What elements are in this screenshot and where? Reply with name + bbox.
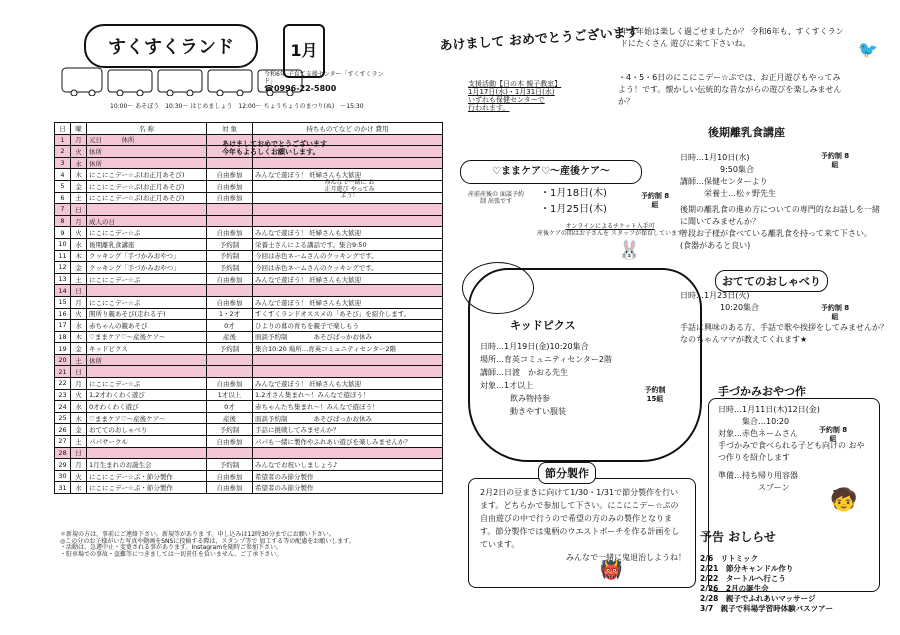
finger-food-line: 集合…10:20 xyxy=(742,417,790,426)
finger-food-details xyxy=(718,404,870,494)
weekday-cell: 木 xyxy=(71,250,87,262)
kidpix-line: 飲み物持参 xyxy=(510,394,550,403)
kidpix-line: 動きやすい服装 xyxy=(510,407,566,416)
weaning-line: 日時…1月10日(水) xyxy=(680,153,750,162)
child-icon: 🧒 xyxy=(830,488,858,513)
setsubun-closing: みんなで一緒に鬼退治しようね！ xyxy=(566,553,686,562)
sign-badge: 予約制 8組 xyxy=(820,304,850,321)
calendar-row xyxy=(55,401,443,413)
weekday-cell: 月 xyxy=(71,378,87,390)
day-cell: 31 xyxy=(55,482,71,494)
col-header-day: 日 xyxy=(55,123,71,135)
col-header-notes: 持ちものてなど のかけ 費用 xyxy=(253,123,443,135)
event-name-cell: 赤ちゃんの親あそび xyxy=(87,320,207,332)
note-cell: 手話に挑戦してみませんか？ xyxy=(253,424,443,436)
sign-language-details xyxy=(680,290,890,346)
weekday-cell: 月 xyxy=(71,134,87,146)
event-name-cell xyxy=(87,366,207,378)
note-cell xyxy=(253,447,443,459)
target-cell: 1・2才 xyxy=(207,308,253,320)
kidpix-line: 対象…1才以上 xyxy=(480,381,534,390)
target-cell xyxy=(207,215,253,227)
calendar-row xyxy=(55,285,443,297)
event-name-cell: ♡ままケア♡～産後ケア～ xyxy=(87,331,207,343)
calendar-row xyxy=(55,320,443,332)
calendar-row xyxy=(55,389,443,401)
day-cell: 18 xyxy=(55,331,71,343)
kidpix-line: 場所…育英コミュニティセンター2階 xyxy=(480,355,612,364)
calendar-row xyxy=(55,273,443,285)
weekday-cell: 木 xyxy=(71,331,87,343)
day-cell: 7 xyxy=(55,204,71,216)
day-cell: 28 xyxy=(55,447,71,459)
mama-date-1: ・1月18日(木) xyxy=(540,188,607,199)
sign-line: 日時…1月23日(火) xyxy=(680,291,750,300)
note-cell: 栄養士さんによる講話です。集合9:50 xyxy=(253,238,443,250)
weekday-cell: 水 xyxy=(71,157,87,169)
new-year-banner: あけまして おめでとうございます xyxy=(439,25,640,54)
event-name-cell: クッキング「手づかみおやつ」 xyxy=(87,250,207,262)
note-cell: みんなで遊ぼう！ 妊婦さんも大歓迎 xyxy=(253,227,443,239)
target-cell: 予約制 xyxy=(207,343,253,355)
weaning-line: 講師…保健センターより xyxy=(680,177,768,186)
weekday-cell: 日 xyxy=(71,204,87,216)
event-name-cell: 後期離乳食講座 xyxy=(87,238,207,250)
day-cell: 19 xyxy=(55,343,71,355)
target-cell: 自由参加 xyxy=(207,296,253,308)
weekday-cell: 水 xyxy=(71,238,87,250)
event-name-cell: 休所 xyxy=(87,354,207,366)
event-name-cell: おててのおしゃべり xyxy=(87,424,207,436)
calendar-row xyxy=(55,447,443,459)
event-name-cell: 休所 xyxy=(87,146,207,158)
day-cell: 30 xyxy=(55,470,71,482)
day-cell: 1 xyxy=(55,134,71,146)
calendar-row xyxy=(55,482,443,494)
col-header-weekday: 曜 xyxy=(71,123,87,135)
day-cell: 9 xyxy=(55,227,71,239)
finger-food-title: 手づかみおやつ作 xyxy=(718,385,806,398)
note-cell xyxy=(253,354,443,366)
note-line: ＊新規の方は、事前にご連絡下さい。新規等がありま す。申し込みは12時30分までにお願い下さい。 xyxy=(60,531,335,538)
weaning-food-details xyxy=(680,152,880,252)
note-cell: みんなで遊ぼう！ 妊婦さんも大歓迎 xyxy=(253,169,443,181)
day-cell: 11 xyxy=(55,250,71,262)
weekday-cell: 水 xyxy=(71,320,87,332)
note-cell: みんなで遊ぼう！ 妊婦さんも大歓迎 xyxy=(253,273,443,285)
note-cell: ひよりの暮の育ちを親子で楽しもう xyxy=(253,320,443,332)
event-name-cell: 開所り親あそび(走れる子) xyxy=(87,308,207,320)
day-cell: 24 xyxy=(55,401,71,413)
event-name-cell: 0才わくわく遊び xyxy=(87,401,207,413)
day-cell: 14 xyxy=(55,285,71,297)
sign-line: なのちゃんママが教えてくれます★ xyxy=(680,335,808,344)
calendar-row xyxy=(55,470,443,482)
finger-food-line: 準備…持ち帰り用容器 xyxy=(718,471,798,480)
note-cell xyxy=(253,157,443,169)
announcement-item: 2/21 節分キャンドル作り xyxy=(700,564,794,573)
mama-care-title: ♡ままケア♡～産後ケア～ xyxy=(460,160,642,184)
target-cell: 1才以上 xyxy=(207,389,253,401)
finger-food-line: 手づかみで食べられる子ども向けの おやつ作りを紹介します xyxy=(718,441,865,462)
note-cell: みんなでお祝いしましょう♪ xyxy=(253,459,443,471)
kidpix-badge: 予約制 15組 xyxy=(644,386,666,403)
announcement-item: 3/7 親子で科場学習時体験バスツアー xyxy=(700,604,833,613)
announcement-item: 2/28 親子でふれあいマッサージ xyxy=(700,594,816,603)
note-cell: 面談予約制 あそびぱっかお休み xyxy=(253,412,443,424)
weekday-cell: 月 xyxy=(71,296,87,308)
weekday-cell: 水 xyxy=(71,401,87,413)
weekday-cell: 木 xyxy=(71,169,87,181)
calendar-row xyxy=(55,308,443,320)
weekday-cell: 火 xyxy=(71,146,87,158)
weekday-cell: 金 xyxy=(71,262,87,274)
event-name-cell: 1,2才わくわく遊び xyxy=(87,389,207,401)
note-cell: 今回は赤色ネームさんのクッキングです。 xyxy=(253,262,443,274)
mama-online xyxy=(535,224,685,237)
event-name-cell: キッドピクス xyxy=(87,343,207,355)
weaning-line: 9:50集合 xyxy=(720,165,754,174)
kidpix-line: 日時…1月19日(金)10:20集合 xyxy=(480,342,589,351)
weaning-badge: 予約制 8組 xyxy=(820,152,850,169)
weekday-cell: 火 xyxy=(71,308,87,320)
target-cell xyxy=(207,157,253,169)
mama-online-line-2: 産後ケアの間はお子さんを スタッフが保育しています xyxy=(537,229,683,237)
calendar-table xyxy=(54,122,443,494)
weekday-cell: 金 xyxy=(71,424,87,436)
finger-food-line: スプーン xyxy=(758,483,790,492)
calendar-row xyxy=(55,204,443,216)
weekday-cell: 火 xyxy=(71,227,87,239)
event-name-cell: にこにこデー☆ぷ(お正月あそび) xyxy=(87,192,207,204)
day-cell: 3 xyxy=(55,157,71,169)
calendar-row xyxy=(55,250,443,262)
day-cell: 10 xyxy=(55,238,71,250)
target-cell xyxy=(207,354,253,366)
support-notice xyxy=(468,80,588,112)
day-cell: 29 xyxy=(55,459,71,471)
day-cell: 17 xyxy=(55,320,71,332)
finger-food-line: 日時…1月11日(木)12日(金) xyxy=(718,405,820,414)
target-cell xyxy=(207,366,253,378)
weekday-cell: 月 xyxy=(71,459,87,471)
note-cell: すくすくランドオススメの「あそび」を紹介します。 xyxy=(253,308,443,320)
target-cell: 予約制 xyxy=(207,262,253,274)
event-name-cell: にこにこデー☆ぷ xyxy=(87,273,207,285)
note-line: ◎この分のお子様がいた写真や動画をSNSに投稿する際は、スタンプ等で 加工する等の配慮をお願いします。 xyxy=(60,537,355,545)
sign-language-title: おててのおしゃべり xyxy=(715,270,828,292)
weekday-cell: 日 xyxy=(71,447,87,459)
target-cell: 産後 xyxy=(207,331,253,343)
event-name-cell: ♡ままケア♡～産後ケア～ xyxy=(87,412,207,424)
day-cell: 8 xyxy=(55,215,71,227)
calendar-row xyxy=(55,180,443,192)
target-cell: 予約制 xyxy=(207,250,253,262)
notice-line-4: 行われます。 xyxy=(468,104,510,113)
note-line: ・駐車場での事故・盗難等につきましては一切責任を負いません。ご了承下さい。 xyxy=(60,550,283,558)
calendar-row xyxy=(55,436,443,448)
calendar-row xyxy=(55,459,443,471)
weaning-food-title: 後期離乳食講座 xyxy=(708,126,785,139)
calendar-header-row xyxy=(55,123,443,135)
target-cell: 自由参加 xyxy=(207,378,253,390)
target-cell: 自由参加 xyxy=(207,180,253,192)
center-name-text: 令和6年 子育て支援センター「すくすくランド」 xyxy=(264,71,384,85)
note-cell xyxy=(253,366,443,378)
calendar-row xyxy=(55,354,443,366)
table-greeting xyxy=(222,140,392,156)
note-cell: 希望者のみ節分製作 xyxy=(253,482,443,494)
weekday-cell: 金 xyxy=(71,343,87,355)
weekday-cell: 土 xyxy=(71,273,87,285)
day-cell: 25 xyxy=(55,412,71,424)
weaning-line: 後期の離乳食の進め方についての専門的なお話しを一緒に聞いてみませんか？ xyxy=(680,205,880,226)
notice-line-2: 1月17日(水)・1月31日(水) xyxy=(468,88,555,97)
event-name-cell: 休所 xyxy=(87,157,207,169)
sign-line: 手話に興味のある方、手話で歌や挨拶をしてみませんか？ xyxy=(680,323,888,332)
day-cell: 12 xyxy=(55,262,71,274)
weekday-cell: 月 xyxy=(71,215,87,227)
target-cell: 産後 xyxy=(207,412,253,424)
note-cell xyxy=(253,204,443,216)
greeting-line-1: あけましておめでとうございます xyxy=(222,140,327,148)
target-cell: 予約制 xyxy=(207,459,253,471)
event-name-cell xyxy=(87,204,207,216)
logo-text: すくすくランド xyxy=(108,37,234,58)
target-cell: 自由参加 xyxy=(207,192,253,204)
month-badge: 1月 xyxy=(283,24,325,78)
event-name-cell: パパサークル xyxy=(87,436,207,448)
note-cell: みんなで遊ぼう！ 妊婦さんも大歓迎 xyxy=(253,296,443,308)
calendar-row xyxy=(55,343,443,355)
weaning-line: 栄養士…松ヶ野先生 xyxy=(704,189,776,198)
weekday-cell: 土 xyxy=(71,354,87,366)
weekday-cell: 土 xyxy=(71,192,87,204)
sign-line: 10:20集合 xyxy=(720,303,760,312)
calendar-row xyxy=(55,238,443,250)
calendar-row xyxy=(55,169,443,181)
weekday-cell: 土 xyxy=(71,436,87,448)
col-header-target: 対 象 xyxy=(207,123,253,135)
calendar-row xyxy=(55,296,443,308)
target-cell: 予約制 xyxy=(207,424,253,436)
kidpix-title: キッドピクス xyxy=(510,319,576,332)
target-cell: 自由参加 xyxy=(207,227,253,239)
calendar-row xyxy=(55,192,443,204)
day-cell: 16 xyxy=(55,308,71,320)
weekday-cell: 日 xyxy=(71,366,87,378)
target-cell: 自由参加 xyxy=(207,169,253,181)
announcement-list xyxy=(700,554,880,614)
event-name-cell: 元日 休所 xyxy=(87,134,207,146)
target-cell: 予約制 xyxy=(207,238,253,250)
setsubun-text: 2月2日の豆まきに向けて1/30・1/31で節分製作を行います。どちらかで参加して下さい。にこにこデー☆ぷの自由遊びの中で行うので希望の方のみの製作となります。節分製作では鬼柄のウエストポーチを作る計画をしています。 xyxy=(480,488,680,549)
calendar-row xyxy=(55,366,443,378)
note-cell: 希望者のみ節分製作 xyxy=(253,470,443,482)
yarn-ball-icon xyxy=(462,262,534,314)
event-name-cell: にこにこデー☆ぷ(お正月あそび) xyxy=(87,169,207,181)
announcement-item: 2/22 タートルへ行こう xyxy=(700,574,786,583)
calendar-row xyxy=(55,412,443,424)
oni-icon: 👹 xyxy=(600,560,623,581)
announcement-title: 予告 おしらせ xyxy=(700,530,776,544)
time-bar: 10:00～ あそぼう 10:30～ はじめましょう 12:00～ ちょうちょうのまつり(ぬ) ～15:30 xyxy=(110,103,364,110)
note-cell: パパも一緒に製作やふれあい遊びを楽しみませんか？ xyxy=(253,436,443,448)
weekday-cell: 木 xyxy=(71,412,87,424)
note-cell: 1,2才さん集まれ～！みんなで遊ぼう！ xyxy=(253,389,443,401)
day-cell: 5 xyxy=(55,180,71,192)
greeting-line-2: 今年もよろしくお願いします。 xyxy=(222,148,320,157)
event-name-cell: にこにこデー☆ぷ xyxy=(87,296,207,308)
note-cell: 赤ちゃんたち集まれ～！みんなで遊ぼう！ xyxy=(253,401,443,413)
mama-care-side-note: 産前産後の 面談予約制 出張です xyxy=(468,191,524,205)
target-cell xyxy=(207,447,253,459)
weekday-cell: 金 xyxy=(71,180,87,192)
event-name-cell: にこにこデー☆ぷ・節分製作 xyxy=(87,482,207,494)
notice-line-1: 支援活動【日の木 親子教室】 xyxy=(468,80,562,88)
event-name-cell: 成人の日 xyxy=(87,215,207,227)
table-notes xyxy=(60,532,440,558)
weekday-cell: 日 xyxy=(71,285,87,297)
day-cell: 13 xyxy=(55,273,71,285)
event-name-cell: クッキング「手づかみおやつ」 xyxy=(87,262,207,274)
day-cell: 4 xyxy=(55,169,71,181)
bird-icon: 🐦 xyxy=(858,40,878,59)
weekday-cell: 火 xyxy=(71,389,87,401)
setsubun-body xyxy=(480,486,686,564)
mama-badge: 予約制 8組 xyxy=(640,192,670,209)
weekday-cell: 水 xyxy=(71,482,87,494)
bunny-icon: 🐰 xyxy=(618,240,641,261)
calendar-row xyxy=(55,215,443,227)
note-cell: みんなで遊ぼう！ 妊婦さんも大歓迎 xyxy=(253,378,443,390)
calendar-row xyxy=(55,227,443,239)
day-cell: 23 xyxy=(55,389,71,401)
target-cell: 0才 xyxy=(207,320,253,332)
day-cell: 21 xyxy=(55,366,71,378)
target-cell: 自由参加 xyxy=(207,482,253,494)
kidpix-line: 講師…日渡 かおる先生 xyxy=(480,368,568,377)
event-name-cell: 1月生まれのお誕生会 xyxy=(87,459,207,471)
calendar-row xyxy=(55,331,443,343)
new-year-greeting: 年末年始は楽しく過ごせましたか？ 令和6年も、すくすくランドにたくさん 遊びに来て下さいね。 xyxy=(620,27,844,48)
weaning-line: 普段お子様が食べている離乳食を持って来て下さい。(食器があると良い) xyxy=(680,229,872,250)
phone-number: ☎0996-22-5800 xyxy=(264,84,337,94)
day-cell: 22 xyxy=(55,378,71,390)
event-name-cell xyxy=(87,285,207,297)
target-cell xyxy=(207,204,253,216)
calendar-row xyxy=(55,378,443,390)
event-name-cell: にこにこデー☆ぷ xyxy=(87,227,207,239)
target-cell: 自由参加 xyxy=(207,436,253,448)
calendar-row xyxy=(55,157,443,169)
target-cell: 自由参加 xyxy=(207,470,253,482)
day-cell: 15 xyxy=(55,296,71,308)
day-cell: 2 xyxy=(55,146,71,158)
announcement-item: 2/26 2月の誕生会 xyxy=(700,584,769,593)
event-name-cell xyxy=(87,447,207,459)
mama-date-2: ・1月25日(木) xyxy=(540,204,607,215)
target-cell: 自由参加 xyxy=(207,273,253,285)
setsubun-title: 節分製作 xyxy=(538,462,596,484)
event-name-cell: にこにこデー☆ぷ(お正月あそび) xyxy=(87,180,207,192)
day-cell: 20 xyxy=(55,354,71,366)
nikoniko-note: ・4・5・6日のにこにこデー☆ぷでは、お正月遊びもやってみよう！です。懐かしい伝統的な昔ながらの遊びを楽しみませんか？ xyxy=(618,73,842,106)
calendar-row xyxy=(55,424,443,436)
kidpix-details xyxy=(480,340,670,418)
mama-care-dates xyxy=(540,186,607,218)
event-name-cell: にこにこデー☆ぷ xyxy=(87,378,207,390)
weekday-cell: 火 xyxy=(71,470,87,482)
notice-line-3: いずれも保健センターで xyxy=(468,96,545,105)
finger-food-line: 対象…赤色ネームさん xyxy=(718,429,798,438)
mama-online-line: オンラインによるチケット入手可 xyxy=(565,223,655,230)
calendar-row xyxy=(55,262,443,274)
day-cell: 26 xyxy=(55,424,71,436)
event-name-cell: にこにこデー☆ぷ・節分製作 xyxy=(87,470,207,482)
note-cell: 面談予約制 あそびぱっかお休み xyxy=(253,331,443,343)
day-cell: 27 xyxy=(55,436,71,448)
note-cell xyxy=(253,285,443,297)
col-header-name: 名 称 xyxy=(87,123,207,135)
note-line: ・活動は、急遽中止・変更される事があります。Instagramを随時ご参加下さい。 xyxy=(60,544,283,552)
target-cell: 0才 xyxy=(207,401,253,413)
note-cell: 今回は赤色ネームさんのクッキングです。 xyxy=(253,250,443,262)
day-cell: 6 xyxy=(55,192,71,204)
note-cell: 集合10:20 場所…育英コミュニティセンター2階 xyxy=(253,343,443,355)
note-cell xyxy=(253,215,443,227)
center-name xyxy=(264,72,384,94)
oshogatsu-note: みんなで一緒に お正月遊び やってみよう！ xyxy=(324,179,375,200)
finger-food-badge: 予約制 8組 xyxy=(818,426,848,443)
announcement-item: 2/6 リトミック xyxy=(700,554,759,563)
target-cell xyxy=(207,285,253,297)
